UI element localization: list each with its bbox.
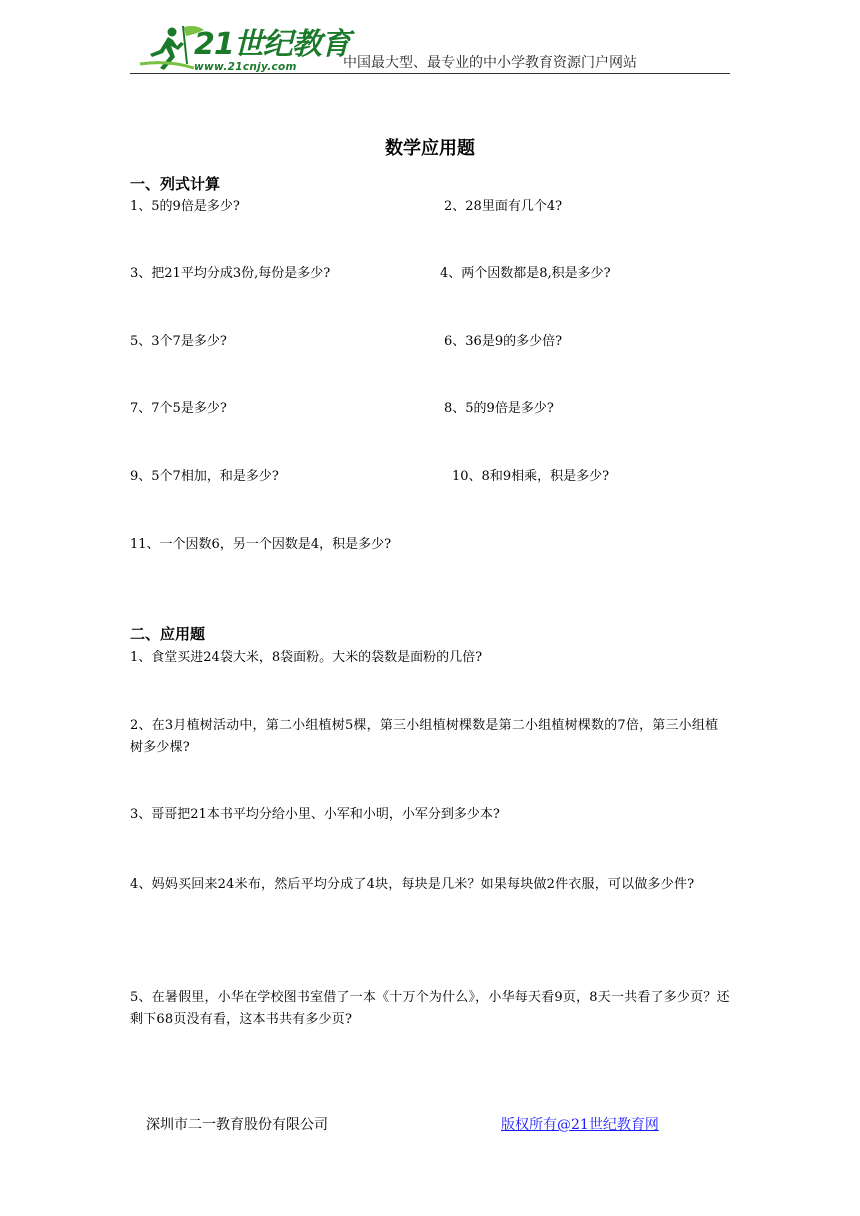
word-problem: 2、在3月植树活动中，第二小组植树5棵，第三小组植树棵数是第二小组植树棵数的7倍，第三小组植树多少棵? bbox=[130, 718, 719, 755]
word-problem: 5、在暑假里，小华在学校图书室借了一本《十万个为什么》，小华每天看9页，8天一共看了多少页？还剩下68页没有看，这本书共有多少页? bbox=[130, 990, 730, 1027]
calc-question: 7、7个5是多少? bbox=[130, 401, 227, 416]
header-tagline: 中国最大型、最专业的中小学教育资源门户网站 bbox=[343, 55, 637, 71]
calc-question: 5、3个7是多少? bbox=[130, 334, 227, 349]
logo-wordmark: 21世纪教育 bbox=[194, 27, 350, 62]
calc-question: 10、8和9相乘，积是多少? bbox=[452, 469, 610, 484]
word-problem: 1、食堂买进24袋大米，8袋面粉。大米的袋数是面粉的几倍? bbox=[130, 650, 483, 665]
document-title: 数学应用题 bbox=[385, 138, 475, 159]
footer-company: 深圳市二一教育股份有限公司 bbox=[146, 1117, 328, 1133]
section-heading-calculation: 一、列式计算 bbox=[130, 175, 221, 193]
calc-question: 6、36是9的多少倍? bbox=[444, 334, 563, 349]
footer-copyright-link[interactable]: 版权所有@21世纪教育网 bbox=[501, 1117, 659, 1133]
logo-url: www.21cnjy.com bbox=[194, 61, 297, 73]
header-divider bbox=[130, 73, 730, 74]
calc-question: 3、把21平均分成3份,每份是多少? bbox=[130, 266, 331, 281]
word-problem: 4、妈妈买回来24米布，然后平均分成了4块，每块是几米？如果每块做2件衣服，可以做多少件? bbox=[130, 877, 695, 892]
calc-question: 4、两个因数都是8,积是多少? bbox=[440, 266, 611, 281]
calc-question: 9、5个7相加，和是多少? bbox=[130, 469, 279, 484]
calc-question: 1、5的9倍是多少? bbox=[130, 199, 240, 214]
calc-question: 8、5的9倍是多少? bbox=[444, 401, 554, 416]
calc-question: 2、28里面有几个4? bbox=[444, 199, 563, 214]
section-heading-word-problems: 二、应用题 bbox=[130, 625, 206, 643]
word-problem: 3、哥哥把21本书平均分给小里、小军和小明，小军分到多少本? bbox=[130, 807, 500, 822]
calc-question: 11、一个因数6，另一个因数是4，积是多少? bbox=[130, 537, 392, 552]
